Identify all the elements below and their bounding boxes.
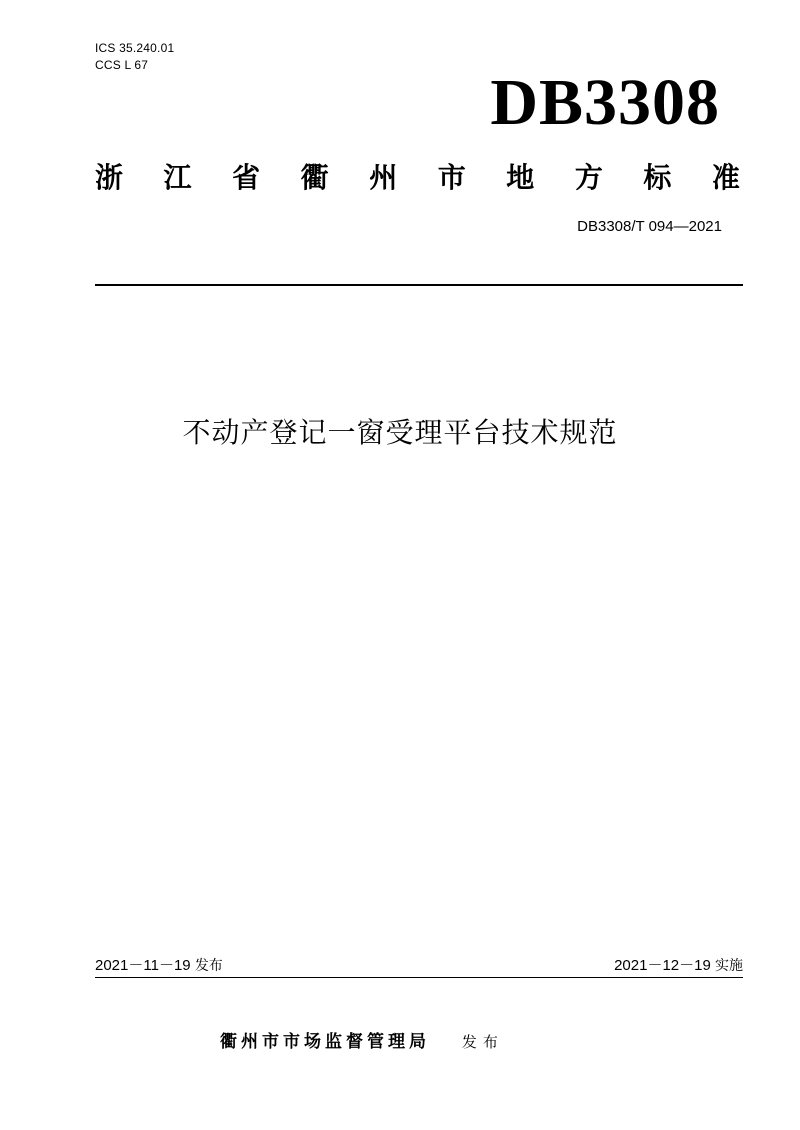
publisher-name: 衢州市市场监督管理局	[220, 1032, 430, 1052]
standard-type-char: 地	[506, 161, 535, 194]
classification-codes	[95, 40, 174, 74]
header-divider	[95, 284, 743, 286]
standard-code: DB3308	[490, 66, 720, 139]
standard-type-char: 省	[232, 161, 261, 194]
standard-type-char: 浙	[95, 161, 124, 194]
ccs-code: CCS L 67	[95, 58, 149, 72]
standard-type-char: 方	[574, 161, 603, 194]
standard-type-char: 准	[711, 161, 740, 194]
standard-type-heading	[95, 158, 740, 198]
standard-number: DB3308/T 094—2021	[577, 218, 722, 235]
publisher-row	[220, 1031, 504, 1053]
standard-type-char: 标	[643, 161, 672, 194]
implement-label: 实施	[715, 958, 743, 974]
ics-code: ICS 35.240.01	[95, 41, 175, 55]
release-info	[95, 956, 223, 976]
release-date: 2021－11－19	[95, 957, 191, 974]
release-label: 发布	[194, 958, 223, 974]
implement-date: 2021－12－19	[614, 957, 711, 974]
date-row	[95, 956, 743, 976]
document-title: 不动产登记一窗受理平台技术规范	[182, 416, 618, 449]
implement-info	[614, 956, 743, 976]
standard-type-char: 衢	[300, 161, 329, 194]
publish-label: 发布	[461, 1033, 504, 1051]
standard-type-char: 州	[369, 161, 398, 194]
standard-type-char: 江	[163, 161, 192, 194]
footer-divider	[95, 977, 743, 978]
standard-type-char: 市	[437, 161, 466, 194]
